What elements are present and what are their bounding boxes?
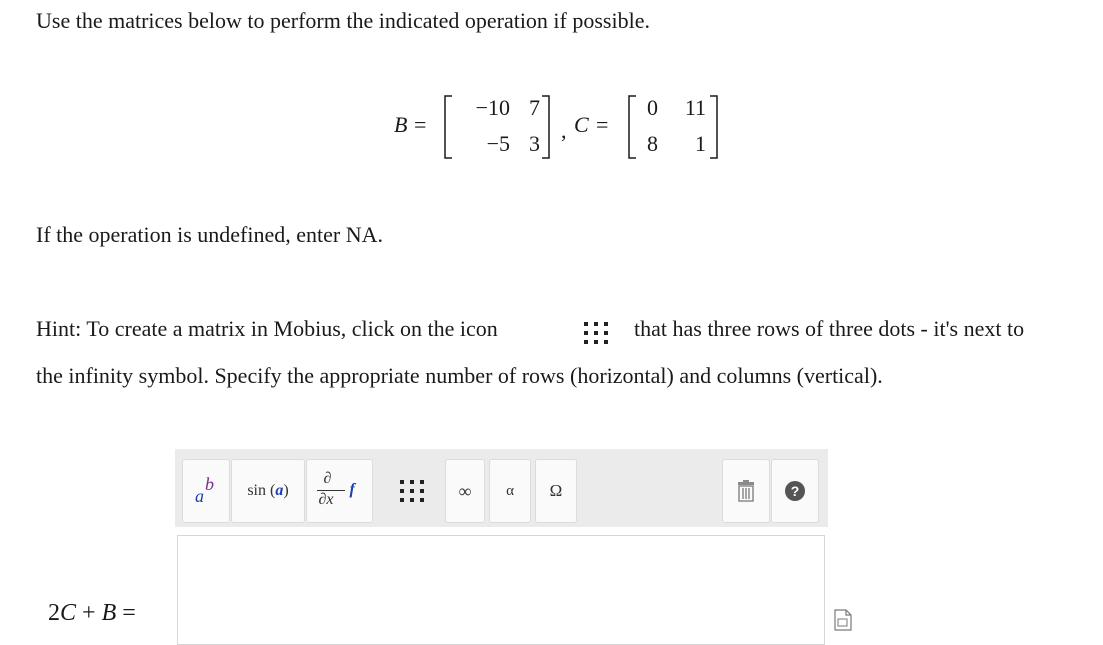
matrix-b-equals: = — [414, 112, 427, 137]
matrix-b-label: B — [394, 112, 408, 137]
alpha-button[interactable] — [489, 459, 531, 523]
hint-text-start: Hint: To create a matrix in Mobius, click on the icon — [36, 316, 498, 341]
matrix-c-cell-0-1: 11 — [684, 95, 706, 120]
matrix-b-cell-1-1: 3 — [529, 131, 540, 156]
help-button[interactable] — [771, 459, 819, 523]
matrix-separator: , — [561, 118, 567, 143]
undefined-note: If the operation is undefined, enter NA. — [36, 222, 383, 247]
matrix-c-cell-1-0: 8 — [647, 131, 658, 156]
omega-button[interactable] — [535, 459, 577, 523]
matrix-icon — [399, 479, 425, 503]
matrix-c-cell-0-0: 0 — [647, 95, 658, 120]
matrix-button[interactable] — [387, 459, 437, 523]
superscript-icon: a b — [195, 474, 214, 506]
sin-function-button[interactable]: sin ( a ) — [231, 459, 305, 523]
answer-input[interactable] — [177, 535, 825, 645]
matrix-c-equals: = — [596, 112, 609, 137]
alpha-icon: α — [506, 482, 514, 499]
hint-line-2: the infinity symbol. Specify the appropriate number of rows (horizontal) and columns (vertical). — [36, 363, 883, 388]
matrix-b-cell-0-1: 7 — [529, 95, 540, 120]
superscript-button[interactable] — [182, 459, 230, 523]
matrix-b-cell-1-0: −5 — [486, 131, 510, 156]
matrix-c-label: C — [574, 112, 589, 137]
matrix-b-right-bracket — [540, 95, 552, 159]
trash-icon — [736, 480, 756, 502]
hint-text-end: that has three rows of three dots - it's next to — [634, 316, 1025, 341]
infinity-icon: ∞ — [458, 480, 472, 501]
matrix-icon — [583, 321, 609, 345]
derivative-icon: ∂ ∂x f — [318, 470, 355, 508]
clear-button[interactable] — [722, 459, 770, 523]
omega-icon: Ω — [549, 481, 563, 500]
matrix-c — [574, 95, 724, 160]
matrix-b-left-bracket — [442, 95, 454, 159]
matrix-c-right-bracket — [708, 95, 720, 159]
answer-label: 2C + B = — [48, 600, 136, 626]
hint-line-1 — [36, 318, 498, 340]
help-icon: ? — [785, 481, 805, 501]
equation-toolbar — [175, 449, 828, 527]
matrix-b-cell-0-0: −10 — [475, 95, 510, 120]
partial-derivative-button[interactable] — [306, 459, 373, 523]
infinity-button[interactable] — [445, 459, 485, 523]
matrix-c-cell-1-1: 1 — [695, 131, 706, 156]
matrix-c-left-bracket — [626, 95, 638, 159]
preview-document-icon[interactable] — [834, 609, 852, 631]
question-intro: Use the matrices below to perform the indicated operation if possible. — [36, 8, 650, 33]
matrix-b — [394, 95, 554, 160]
